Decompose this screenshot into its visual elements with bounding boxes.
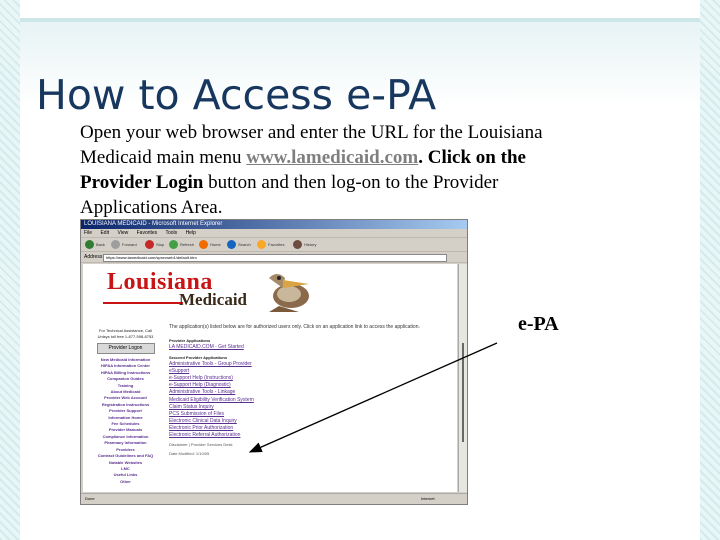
logo-medicaid: Medicaid xyxy=(179,290,247,309)
menu-file[interactable]: File xyxy=(84,230,93,236)
secure-link[interactable]: Claim Status Inquiry xyxy=(169,403,214,410)
sidebar-item[interactable]: Provider Web Account xyxy=(104,395,147,401)
toolbar-favorites-label: Favorites xyxy=(268,242,285,247)
toolbar-stop-label: Stop xyxy=(156,242,165,247)
slide-title: How to Access e-PA xyxy=(36,71,437,119)
secure-link[interactable]: eSupport xyxy=(169,368,190,375)
sidebar-item[interactable]: HIPAA Billing Instructions xyxy=(100,369,151,375)
menu-edit[interactable]: Edit xyxy=(100,230,110,236)
browser-title-bar: LOUISIANA MEDICAID - Microsoft Internet Explorer xyxy=(81,220,467,229)
body-line-1: Open your web browser and enter the URL for the Louisiana xyxy=(80,122,543,143)
sidebar-help-line-1: For Technical Assistance, Call xyxy=(98,328,153,333)
provider-logon-button[interactable]: Provider Logon xyxy=(97,343,155,354)
main-footer-2: Date Modified: 1/10/05 xyxy=(169,451,210,457)
sidebar-item[interactable]: New Medicaid Information xyxy=(100,357,151,362)
lamedicaid-link[interactable]: www.lamedicaid.com xyxy=(246,147,419,168)
menu-view[interactable]: View xyxy=(117,230,129,236)
sidebar-item[interactable]: Information Home xyxy=(108,414,143,420)
sidebar-help-line-2: Unisys toll free 1-877-598-8753 xyxy=(97,334,154,339)
sidebar-item[interactable]: Provider Manuals xyxy=(108,427,143,433)
logo-louisiana: Louisiana xyxy=(107,269,213,295)
body-line-4: Applications Area. xyxy=(80,197,223,218)
secure-link[interactable]: Administrative Tools - Group Provider xyxy=(169,361,252,368)
provider-applications-heading: Provider Applications xyxy=(169,338,211,343)
body-line-2-post: . Click on the xyxy=(418,147,526,168)
sidebar-item[interactable]: LMC xyxy=(121,465,130,471)
body-line-2-pre: Medicaid main menu xyxy=(80,147,247,168)
toolbar-refresh-label: Refresh xyxy=(180,242,195,247)
body-line-3-post: button and then log-on to the Provider xyxy=(203,172,499,193)
secure-link[interactable]: e-Support Help (Instructions) xyxy=(169,375,233,382)
secure-link[interactable]: Medicaid Eligibility Verification System xyxy=(169,396,254,403)
sidebar-item[interactable]: About Medicaid xyxy=(110,389,141,395)
secure-link[interactable]: Administrative Tools - Linkage xyxy=(169,389,236,396)
toolbar-search-label: Search xyxy=(238,242,251,247)
toolbar-forward-label: Forward xyxy=(122,242,137,247)
main-footer-1: Disclaimer | Provider Services Desk xyxy=(169,442,233,448)
provider-login-term: Provider Login xyxy=(80,172,204,193)
toolbar-back-label: Back xyxy=(96,242,105,247)
sidebar-item[interactable]: Contract Guidelines and FAQ xyxy=(97,453,154,459)
secured-applications-heading: Secured Provider Applications xyxy=(169,355,228,361)
sidebar-item[interactable]: HIPAA Information Center xyxy=(101,363,150,369)
sidebar-item[interactable]: Registration Instructions xyxy=(101,401,150,407)
menu-help[interactable]: Help xyxy=(185,230,196,236)
sidebar-item[interactable]: Fee Schedules xyxy=(111,421,140,427)
app-link[interactable]: LA MEDICAID.COM - Get Started xyxy=(169,344,244,350)
sidebar-item[interactable]: Providers xyxy=(116,446,135,452)
menu-tools[interactable]: Tools xyxy=(165,230,178,236)
main-intro-text: The application(s) listed below are for authorized users only. Click on an application link to access the application. xyxy=(169,324,420,330)
toolbar-home-label: Home xyxy=(210,242,221,247)
toolbar-history-label: History xyxy=(304,242,317,247)
address-input[interactable]: https://www.lamedicaid.com/sprovweb1/default.htm xyxy=(103,254,447,262)
epa-link[interactable]: Electronic Prior Authorization xyxy=(169,424,234,431)
sidebar-item[interactable]: Notable Websites xyxy=(108,459,143,465)
arrow-to-epa-link xyxy=(250,343,497,452)
secure-link[interactable]: Electronic Clinical Data Inquiry xyxy=(169,417,237,424)
sidebar-item[interactable]: Provider Support xyxy=(109,408,142,414)
secure-link[interactable]: Electronic Referral Authorization xyxy=(169,432,241,439)
sidebar-item[interactable]: Companion Guides xyxy=(107,376,144,382)
sidebar-item[interactable]: Compliance Information xyxy=(102,433,149,439)
epa-callout-label: e-PA xyxy=(518,313,559,335)
status-done: Done xyxy=(85,496,95,501)
sidebar-item[interactable]: Training xyxy=(117,382,134,388)
secure-link[interactable]: e-Support Help (Diagnostic) xyxy=(169,382,231,389)
address-label: Address xyxy=(84,254,103,260)
menu-favorites[interactable]: Favorites xyxy=(136,230,158,236)
sidebar-item[interactable]: Pharmacy Information xyxy=(104,440,147,446)
sidebar-item[interactable]: Other xyxy=(120,478,131,484)
status-zone: Internet xyxy=(421,496,435,501)
secure-link[interactable]: PCS Submission of Files xyxy=(169,410,225,417)
sidebar-item[interactable]: Useful Links xyxy=(113,472,138,478)
